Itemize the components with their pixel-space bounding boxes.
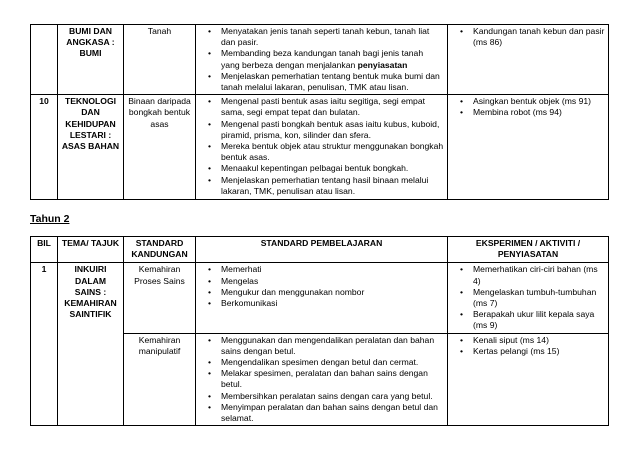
standard-pembelajaran-cell <box>196 25 448 95</box>
list-item: • Berkomunikasi <box>221 298 444 309</box>
table-row <box>31 95 609 200</box>
eksperimen-cell <box>448 95 609 200</box>
list-item: • Menyatakan jenis tanah seperti tanah kebun, tanah liat dan pasir. <box>221 26 444 48</box>
standard-pembelajaran-cell <box>196 263 448 333</box>
pembelajaran-list <box>199 96 444 197</box>
tema-cell: TEKNOLOGI DAN KEHIDUPAN LESTARI : ASAS BAHAN <box>58 95 124 200</box>
bil-cell <box>31 25 58 95</box>
table-row <box>31 263 609 333</box>
eksperimen-cell <box>448 25 609 95</box>
list-item: • Mereka bentuk objek atau struktur menggunakan bongkah bentuk asas. <box>221 141 444 163</box>
list-item: • Mengendalikan spesimen dengan betul dan cermat. <box>221 357 444 368</box>
list-item: • Kandungan tanah kebun dan pasir (ms 86) <box>473 26 605 48</box>
list-item-bold-text: penyiasatan <box>357 59 408 70</box>
list-item: • Menjelaskan pemerhatian tentang bentuk muka bumi dan tanah melalui lakaran, penulisan, TMK atau lisan. <box>221 71 444 93</box>
list-item: • Memerhatikan ciri-ciri bahan (ms 4) <box>473 264 605 286</box>
eksperimen-list <box>451 96 605 118</box>
standard-pembelajaran-cell <box>196 333 448 426</box>
eksperimen-cell <box>448 333 609 426</box>
list-item: • Memerhati <box>221 264 444 275</box>
list-item: • Melakar spesimen, peralatan dan bahan sains dengan betul. <box>221 368 444 390</box>
header-tema: TEMA/ TAJUK <box>58 237 124 263</box>
list-item: • Menggunakan dan mengendalikan peralatan dan bahan sains dengan betul. <box>221 335 444 357</box>
list-item-text: Membanding beza kandungan tanah bagi jenis tanah yang berbeza dengan menjalankan <box>221 48 424 70</box>
standard-kandungan-cell: Binaan daripada bongkah bentuk asas <box>124 95 196 200</box>
header-row <box>31 237 609 263</box>
header-eksperimen: EKSPERIMEN / AKTIVITI / PENYIASATAN <box>448 237 609 263</box>
section-heading: Tahun 2 <box>30 213 70 225</box>
pembelajaran-list <box>199 264 444 309</box>
list-item: • Membersihkan peralatan sains dengan cara yang betul. <box>221 391 444 402</box>
list-item: • Menyimpan peralatan dan bahan sains dengan betul dan selamat. <box>221 402 444 424</box>
header-standard-kandungan: STANDARD KANDUNGAN <box>124 237 196 263</box>
eksperimen-list <box>451 26 605 48</box>
syllabus-table-tahun-2 <box>30 236 609 426</box>
standard-kandungan-cell: Kemahiran Proses Sains <box>124 263 196 333</box>
bil-cell: 10 <box>31 95 58 200</box>
pembelajaran-list <box>199 26 444 93</box>
list-item: • Mengelaskan tumbuh-tumbuhan (ms 7) <box>473 287 605 309</box>
list-item: • Mengenal pasti bentuk asas iaitu segitiga, segi empat sama, segi empat tepat dan bulatan. <box>221 96 444 118</box>
list-item: • Asingkan bentuk objek (ms 91) <box>473 96 605 107</box>
eksperimen-list <box>451 264 605 331</box>
list-item: • Menaakul kepentingan pelbagai bentuk bongkah. <box>221 163 444 174</box>
list-item: • Mengukur dan menggunakan nombor <box>221 287 444 298</box>
standard-kandungan-cell: Kemahiran manipulatif <box>124 333 196 426</box>
list-item: • Mengelas <box>221 276 444 287</box>
standard-pembelajaran-cell <box>196 95 448 200</box>
tema-cell: BUMI DAN ANGKASA : BUMI <box>58 25 124 95</box>
header-standard-pembelajaran: STANDARD PEMBELAJARAN <box>196 237 448 263</box>
list-item: • Membina robot (ms 94) <box>473 107 605 118</box>
list-item: • Mengenal pasti bongkah bentuk asas iaitu kubus, kuboid, piramid, prisma, kon, silinder dan sfera. <box>221 119 444 141</box>
table-row <box>31 25 609 95</box>
list-item: • Berapakah ukur lilit kepala saya (ms 9) <box>473 309 605 331</box>
eksperimen-list <box>451 335 605 357</box>
standard-kandungan-cell: Tanah <box>124 25 196 95</box>
tema-cell: INKUIRI DALAM SAINS : KEMAHIRAN SAINTIFIK <box>58 263 124 426</box>
bil-cell: 1 <box>31 263 58 426</box>
list-item: • Menjelaskan pemerhatian tentang hasil binaan melalui lakaran, TMK, penulisan atau lisan. <box>221 175 444 197</box>
list-item <box>221 48 444 70</box>
syllabus-table-tahun-1 <box>30 24 609 200</box>
pembelajaran-list <box>199 335 444 425</box>
list-item: • Kenali siput (ms 14) <box>473 335 605 346</box>
eksperimen-cell <box>448 263 609 333</box>
list-item: • Kertas pelangi (ms 15) <box>473 346 605 357</box>
header-bil: BIL <box>31 237 58 263</box>
